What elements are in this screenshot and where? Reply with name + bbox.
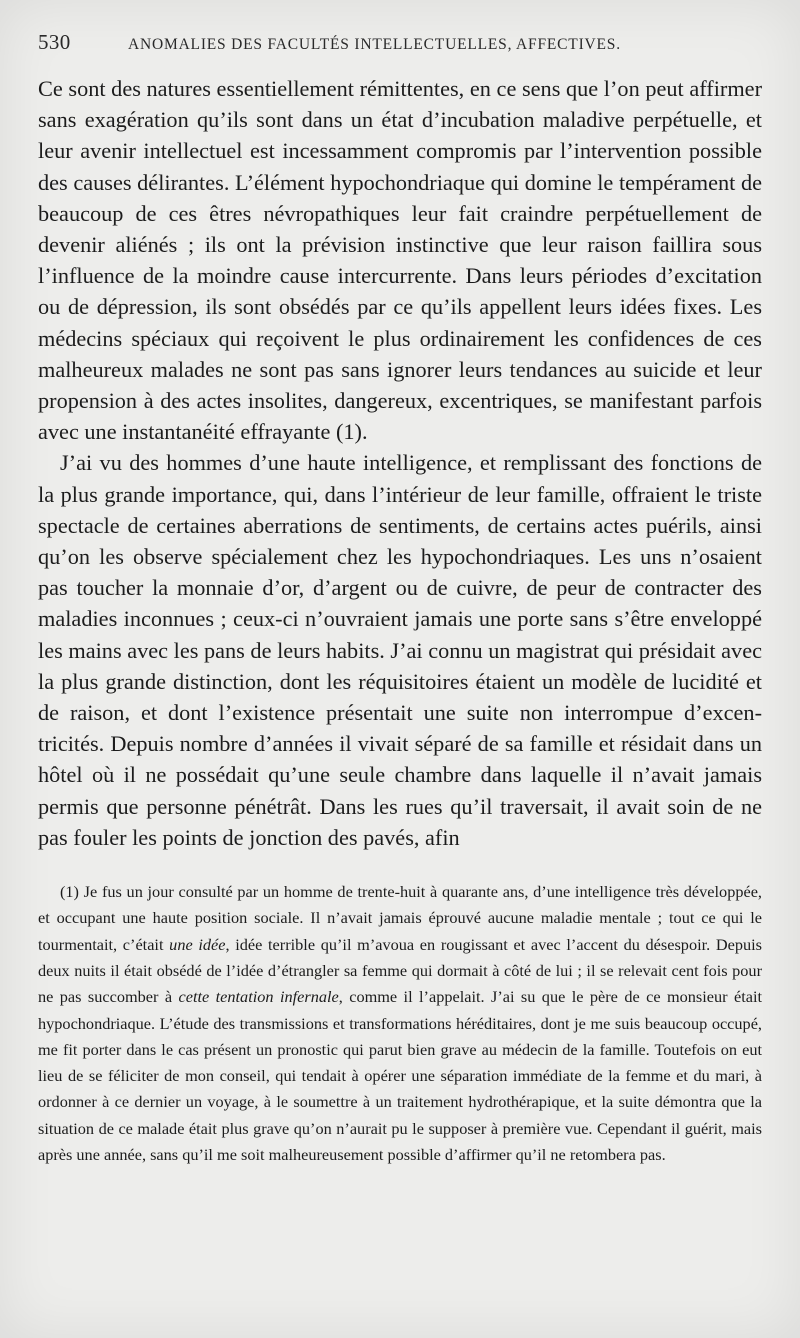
footnote-text-2: , idée terrible qu’il m’avoua en rougissant et avec l’accent du désespoir. Depuis deux nuits il était obsédé de l’idée d’étrangler sa femme qui dormait à côté de lui ; il se relevait cent fois pour ne pas succomber à xyxy=(38,934,763,1007)
body-text xyxy=(38,73,762,853)
footnote xyxy=(38,879,762,1168)
paragraph-1: Ce sont des natures essentiellement rémittentes, en ce sens que l’on peut affirmer sans exagération qu’ils sont dans un état d’incubation maladive perpétuelle, et leur avenir intellectuel est incessamment compromis par l’intervention possible des causes délirantes. L’élément hypochondriaque qui domine le tempérament de beaucoup de ces êtres névropathiques leur fait craindre perpétuellement de devenir aliénés ; ils ont la prévision instinctive que leur raison faillira sous l’influence de la moindre cause intercurrente. Dans leurs périodes d’excitation ou de dépression, ils sont obsédés par ce qu’ils appellent leurs idées fixes. Les médecins spéciaux qui reçoivent le plus ordinairement les confidences de ces malheureux malades ne sont pas sans ignorer leurs tendances au suicide et leur propension à des actes insolites, dangereux, excentriques, se manifestant parfois avec une instantanéité effrayante (1). xyxy=(38,76,762,445)
footnote-emphasis-2: cette tentation infernale xyxy=(178,987,339,1007)
footnote-text-3: , comme il l’appelait. J’ai su que le père de ce monsieur était hypochondriaque. L’étude des transmissions et transformations héréditaires, dont je me suis beaucoup occupé, me fit porter dans le cas présent un pronostic qui parut bien grave au médecin de la famille. Toutefois on eut lieu de se féliciter de mon conseil, qui tendait à opérer une séparation immédiate de la femme et du mari, à ordonner à ce dernier un voyage, à le soumettre à un traitement hydrothérapique, et la suite démontra que la situation de ce malade était plus grave qu’on n’aurait pu le supposer à première vue. Cependant il guérit, mais après une année, sans qu’il me soit malheureusement possible d’affirmer qu’il ne retombera pas. xyxy=(38,987,763,1165)
footnote-emphasis-1: une idée xyxy=(169,934,226,954)
running-head xyxy=(38,30,762,55)
footnote-paragraph xyxy=(38,879,762,1168)
page-number: 530 xyxy=(38,30,71,54)
paragraph-2: J’ai vu des hommes d’une haute intelligence, et remplissant des fonctions de la plus grande importance, qui, dans l’intérieur de leur famille, offraient le triste spectacle de certaines aberrations de sentiments, de certains actes puérils, ainsi qu’on les observe spécialement chez les hypochondriaques. Les uns n’osaient pas toucher la monnaie d’or, d’argent ou de cuivre, de peur de contracter des maladies inconnues ; ceux-ci n’ouvraient jamais une porte sans s’être enveloppé les mains avec les pans de leurs habits. J’ai connu un magistrat qui présidait avec la plus grande distinction, dont les réquisitoires étaient un modèle de lucidité et de raison, et dont l’existence présentait une suite non interrompue d’excentricités. Depuis nombre d’années il vivait séparé de sa famille et résidait dans un hôtel où il ne possédait qu’une seule chambre dans laquelle il n’avait jamais permis que personne pénétrât. Dans les rues qu’il traversait, il avait soin de ne pas fouler les points de jonction des pavés, afin xyxy=(38,450,762,850)
running-title: ANOMALIES DES FACULTÉS INTELLECTUELLES, AFFECTIVES. xyxy=(128,36,621,53)
footnote-text-1: (1) Je fus un jour consulté par un homme de trente-huit à quarante ans, d’une intelligence très développée, et occupant une haute position sociale. Il n’avait jamais éprouvé aucune maladie mentale ; tout ce qui le tourmentait, c’était xyxy=(38,882,762,954)
footnote-separator xyxy=(38,853,762,879)
